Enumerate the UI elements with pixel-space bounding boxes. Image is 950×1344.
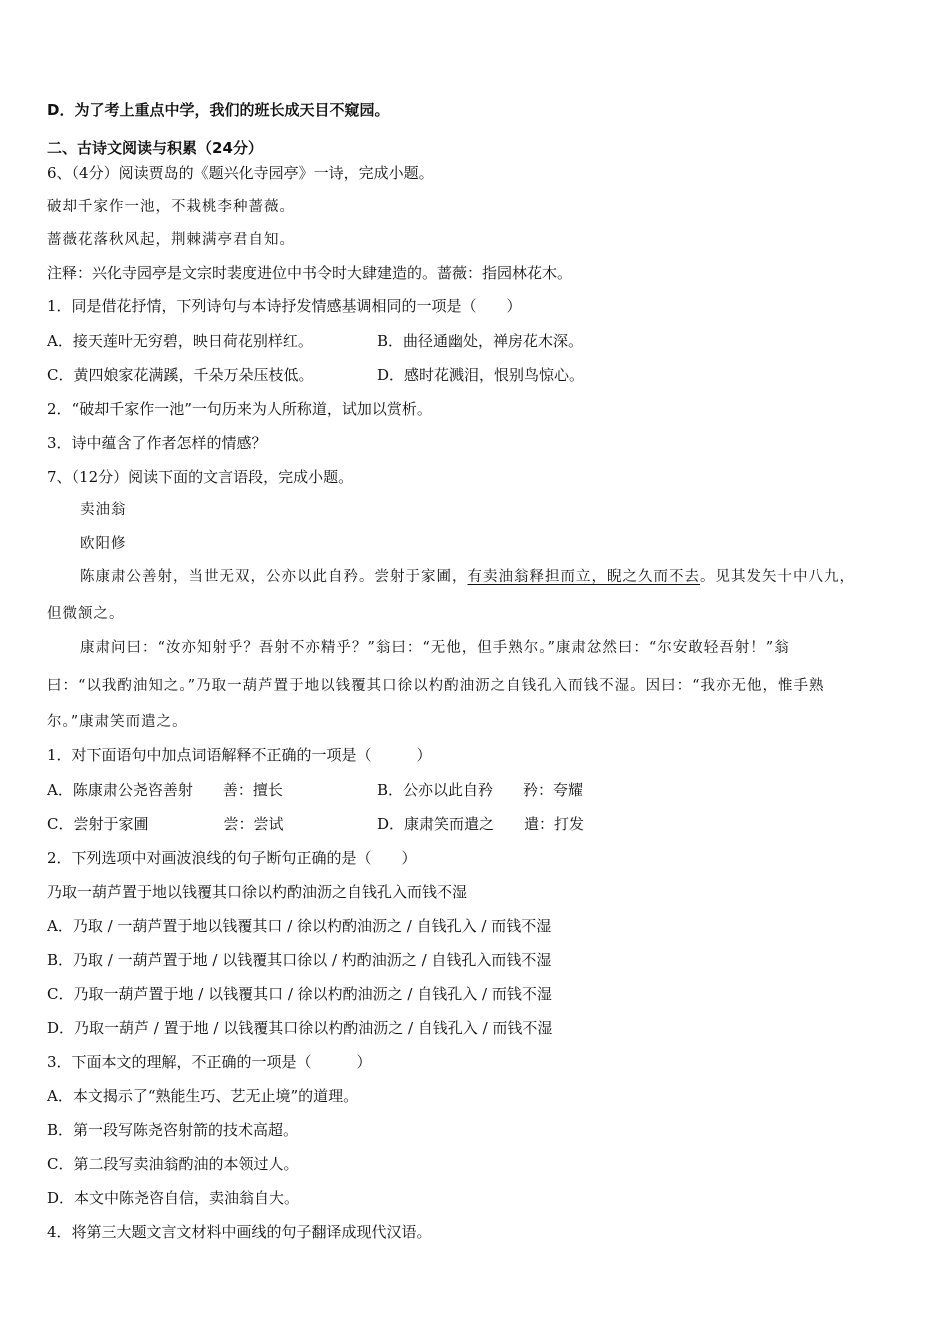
q6-1-option-d: D．感时花溅泪，恨别鸟惊心。 [377,366,585,384]
passage-p1-text: 陈康肃公善射，当世无双，公亦以此自矜。尝射于家圃， [80,569,468,585]
passage-p2-line3: 尔。”康肃笑而遣之。 [47,714,188,730]
q7-2-option-a: A．乃取 / 一葫芦置于地以钱覆其口 / 徐以杓酌油沥之 / 自钱孔入 / 而钱不湿 [47,917,552,935]
q7-2-option-c: C．乃取一葫芦置于地 / 以钱覆其口 / 徐以杓酌油沥之 / 自钱孔入 / 而钱不湿 [47,985,552,1003]
q7-1-option-c: C．尝射于家圃 尝：尝试 [47,815,284,833]
passage-p2-line2: 曰：“以我酌油知之。”乃取一葫芦置于地以钱覆其口徐以杓酌油沥之自钱孔入而钱不湿。因曰：“我亦无他，惟手熟 [47,678,825,694]
q6-3-question: 3．诗中蕴含了作者怎样的情感？ [47,434,267,452]
q7-3-option-d: D．本文中陈尧咨自信，卖油翁自大。 [47,1189,300,1207]
passage-underlined-sentence: 有卖油翁释担而立，睨之久而不去 [467,569,700,585]
passage-author: 欧阳修 [80,536,127,552]
q7-1-option-d: D．康肃笑而遣之 遣：打发 [377,815,585,833]
q7-3-option-a: A．本文揭示了“熟能生巧、艺无止境”的道理。 [47,1087,359,1105]
q7-1-options-row2 [47,814,907,834]
q7-4-question: 4．将第三大题文言文材料中画线的句子翻译成现代汉语。 [47,1223,432,1241]
poem-line-1: 破却千家作一池，不栽桃李种蔷薇。 [47,199,295,215]
q7-1-options-row1 [47,780,907,800]
option-d-sentence: D．为了考上重点中学，我们的班长成天目不窥园。 [47,101,390,119]
q6-1-option-b: B．曲径通幽处，禅房花木深。 [377,332,584,350]
q7-2-sentence: 乃取一葫芦置于地以钱覆其口徐以杓酌油沥之自钱孔入而钱不湿 [47,883,468,901]
q7-1-option-b: B．公亦以此自矜 矜：夸耀 [377,781,584,799]
passage-p1-text-cont: 。见其发矢十中八九， [700,569,855,585]
q6-1-question: 1．同是借花抒情，下列诗句与本诗抒发情感基调相同的一项是（ ） [47,297,522,315]
q6-1-option-c: C．黄四娘家花满蹊，千朵万朵压枝低。 [47,366,314,384]
passage-title: 卖油翁 [80,502,127,518]
q7-intro: 7、（12分）阅读下面的文言语段，完成小题。 [47,468,354,486]
q7-1-question: 1．对下面语句中加点词语解释不正确的一项是（ ） [47,746,432,764]
q7-1-option-a: A．陈康肃公尧咨善射 善：擅长 [47,781,283,799]
section-title: 二、古诗文阅读与积累（24分） [47,139,263,157]
q7-3-option-c: C．第二段写卖油翁酌油的本领过人。 [47,1155,299,1173]
passage-p2-line1: 康肃问曰：“汝亦知射乎？吾射不亦精乎？”翁曰：“无他，但手熟尔。”康肃忿然曰：“尔安敢轻吾射！”翁 [80,640,790,656]
q7-2-question: 2．下列选项中对画波浪线的句子断句正确的是（ ） [47,849,417,867]
q6-2-question: 2．“破却千家作一池”一句历来为人所称道，试加以赏析。 [47,400,432,418]
q6-1-options-row1 [47,331,907,351]
q7-2-option-b: B．乃取 / 一葫芦置于地 / 以钱覆其口徐以 / 杓酌油沥之 / 自钱孔入而钱不湿 [47,951,552,969]
q7-2-option-d: D．乃取一葫芦 / 置于地 / 以钱覆其口徐以杓酌油沥之 / 自钱孔入 / 而钱不湿 [47,1019,553,1037]
q6-1-options-row2 [47,365,907,385]
passage-p1-line2: 但微颔之。 [47,606,125,622]
q7-3-question: 3．下面本文的理解，不正确的一项是（ ） [47,1053,372,1071]
passage-p1-line1 [80,567,855,587]
poem-line-2: 蔷薇花落秋风起，荆棘满亭君自知。 [47,232,295,248]
q6-intro: 6、（4分）阅读贾岛的《题兴化寺园亭》一诗，完成小题。 [47,164,434,182]
poem-note: 注释：兴化寺园亭是文宗时裴度进位中书令时大肆建造的。蔷薇：指园林花木。 [47,264,573,282]
q6-1-option-a: A．接天莲叶无穷碧，映日荷花别样红。 [47,332,313,350]
q7-3-option-b: B．第一段写陈尧咨射箭的技术高超。 [47,1121,299,1139]
